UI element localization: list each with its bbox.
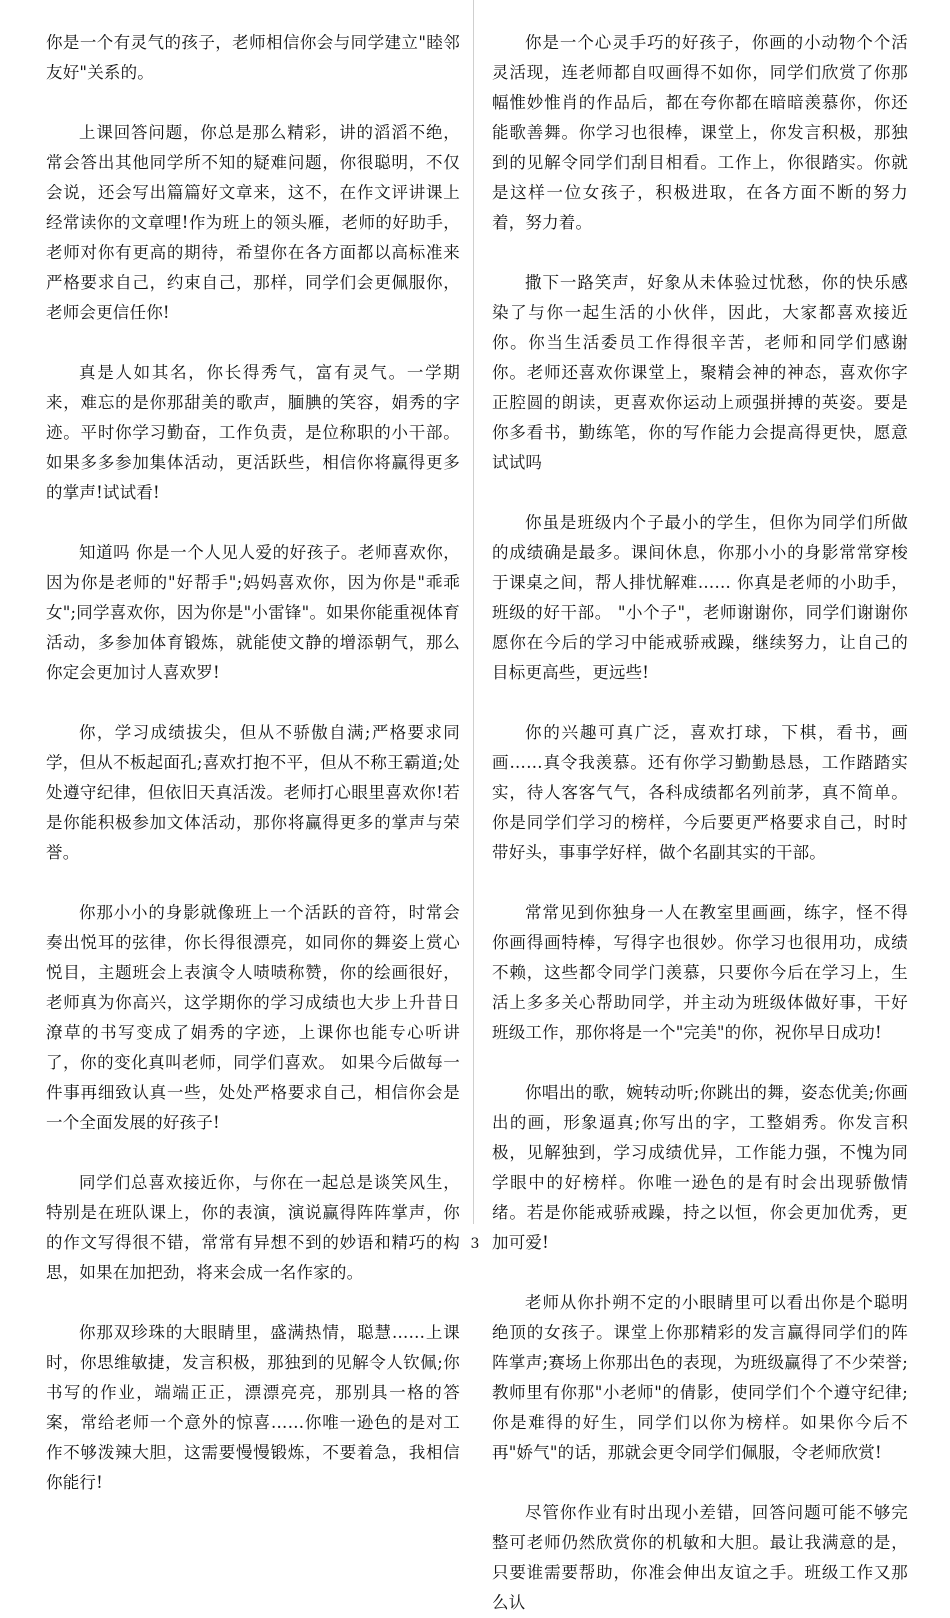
comment-paragraph: 你唱出的歌，婉转动听;你跳出的舞，姿态优美;你画出的画，形象逼真;你写出的字，工整娟秀。你发言积极，见解独到，学习成绩优异，工作能力强，不愧为同学眼中的好榜样。你唯一逊色的是有时会出现骄傲情绪。若是你能戒骄戒躁，持之以恒，你会更加优秀，更加可爱! [492, 1083, 908, 1252]
comment-paragraph: 你那小小的身影就像班上一个活跃的音符，时常会奏出悦耳的弦律，你长得很漂亮，如同你的舞姿上赏心悦目，主题班会上表演令人啧啧称赞，你的绘画很好，老师真为你高兴，这学期你的学习成绩也大步上升昔日潦草的书写变成了娟秀的字迹，上课你也能专心听讲了，你的变化真叫老师，同学们喜欢。 如果今后做每一件事再细致认真一些，处处严格要求自己，相信你会是一个全面发展的好孩子! [46, 903, 460, 1132]
right-column [492, 28, 908, 1612]
comment-paragraph: 尽管你作业有时出现小差错，回答问题可能不够完整可老师仍然欣赏你的机敏和大胆。最让我满意的是，只要谁需要帮助，你准会伸出友谊之手。班级工作又那么认 [492, 1503, 908, 1612]
page-number: 3 [470, 1236, 480, 1252]
comment-paragraph: 老师从你扑朔不定的小眼睛里可以看出你是个聪明绝顶的女孩子。课堂上你那精彩的发言赢得同学们的阵阵掌声;赛场上你那出色的表现，为班级赢得了不少荣誉;教师里有你那"小老师"的倩影，使同学们个个遵守纪律;你是难得的好生，同学们以你为榜样。如果你今后不再"娇气"的话，那就会更令同学们佩服，令老师欣赏! [492, 1293, 908, 1462]
left-column [46, 28, 460, 1492]
comment-paragraph: 你是一个有灵气的孩子，老师相信你会与同学建立"睦邻友好"关系的。 [46, 33, 460, 82]
comment-paragraph: 你那双珍珠的大眼睛里，盛满热情，聪慧……上课时，你思维敏捷，发言积极，那独到的见解令人钦佩;你书写的作业，端端正正，漂漂亮亮，那别具一格的答案，常给老师一个意外的惊喜……你唯一逊色的是对工作不够泼辣大胆，这需要慢慢锻炼，不要着急，我相信你能行! [46, 1323, 460, 1492]
comment-paragraph: 撒下一路笑声，好象从未体验过忧愁，你的快乐感染了与你一起生活的小伙伴，因此，大家都喜欢接近你。你当生活委员工作得很辛苦，老师和同学们感谢你。老师还喜欢你课堂上，聚精会神的神态，喜欢你字正腔圆的朗读，更喜欢你运动上顽强拼搏的英姿。要是你多看书，勤练笔，你的写作能力会提高得更快，愿意试试吗 [492, 273, 908, 472]
comment-paragraph: 知道吗 你是一个人见人爱的好孩子。老师喜欢你，因为你是老师的"好帮手";妈妈喜欢你，因为你是"乖乖女";同学喜欢你，因为你是"小雷锋"。如果你能重视体育活动，多参加体育锻炼，就能使文静的增添朝气，那么你定会更加讨人喜欢罗! [46, 543, 460, 682]
comment-paragraph: 真是人如其名，你长得秀气，富有灵气。一学期来，难忘的是你那甜美的歌声，腼腆的笑容，娟秀的字迹。平时你学习勤奋，工作负责，是位称职的小干部。如果多多参加集体活动，更活跃些，相信你将赢得更多的掌声!试试看! [46, 363, 460, 502]
comment-paragraph: 你虽是班级内个子最小的学生，但你为同学们所做的成绩确是最多。课间休息，你那小小的身影常常穿梭于课桌之间，帮人排忧解难…… 你真是老师的小助手，班级的好干部。 "小个子"，老师谢谢你，同学们谢谢你愿你在今后的学习中能戒骄戒躁，继续努力，让自己的目标更高些，更远些! [492, 513, 908, 682]
comment-paragraph: 你的兴趣可真广泛，喜欢打球，下棋，看书，画画……真令我羡慕。还有你学习勤勤恳恳，工作踏踏实实，待人客客气气，各科成绩都名列前茅，真不简单。 你是同学们学习的榜样，今后要更严格要求自己，时时带好头，事事学好样，做个名副其实的干部。 [492, 723, 908, 862]
comment-paragraph: 同学们总喜欢接近你，与你在一起总是谈笑风生，特别是在班队课上，你的表演，演说赢得阵阵掌声，你的作文写得很不错，常常有异想不到的妙语和精巧的构思，如果在加把劲，将来会成一名作家的。 [46, 1173, 460, 1282]
comment-paragraph: 你是一个心灵手巧的好孩子，你画的小动物个个活灵活现，连老师都自叹画得不如你，同学们欣赏了你那幅惟妙惟肖的作品后，都在夸你都在暗暗羡慕你，你还能歌善舞。你学习也很棒，课堂上，你发言积极，那独到的见解令同学们刮目相看。工作上，你很踏实。你就是这样一位女孩子，积极进取，在各方面不断的努力着，努力着。 [492, 33, 908, 232]
column-divider [473, 0, 474, 1224]
comment-paragraph: 你，学习成绩拔尖，但从不骄傲自满;严格要求同学，但从不板起面孔;喜欢打抱不平，但从不称王霸道;处处遵守纪律，但依旧天真活泼。老师打心眼里喜欢你!若是你能积极参加文体活动，那你将赢得更多的掌声与荣誉。 [46, 723, 460, 862]
comment-paragraph: 上课回答问题，你总是那么精彩，讲的滔滔不绝，常会答出其他同学所不知的疑难问题，你很聪明，不仅会说，还会写出篇篇好文章来，这不，在作文评讲课上经常读你的文章哩!作为班上的领头雁，老师的好助手，老师对你有更高的期待，希望你在各方面都以高标准来严格要求自己，约束自己，那样，同学们会更佩服你，老师会更信任你! [46, 123, 460, 322]
comment-paragraph: 常常见到你独身一人在教室里画画，练字，怪不得你画得画特棒，写得字也很妙。你学习也很用功，成绩不赖，这些都令同学门羡慕，只要你今后在学习上，生活上多多关心帮助同学，并主动为班级体做好事，干好班级工作，那你将是一个"完美"的你，祝你早日成功! [492, 903, 908, 1042]
